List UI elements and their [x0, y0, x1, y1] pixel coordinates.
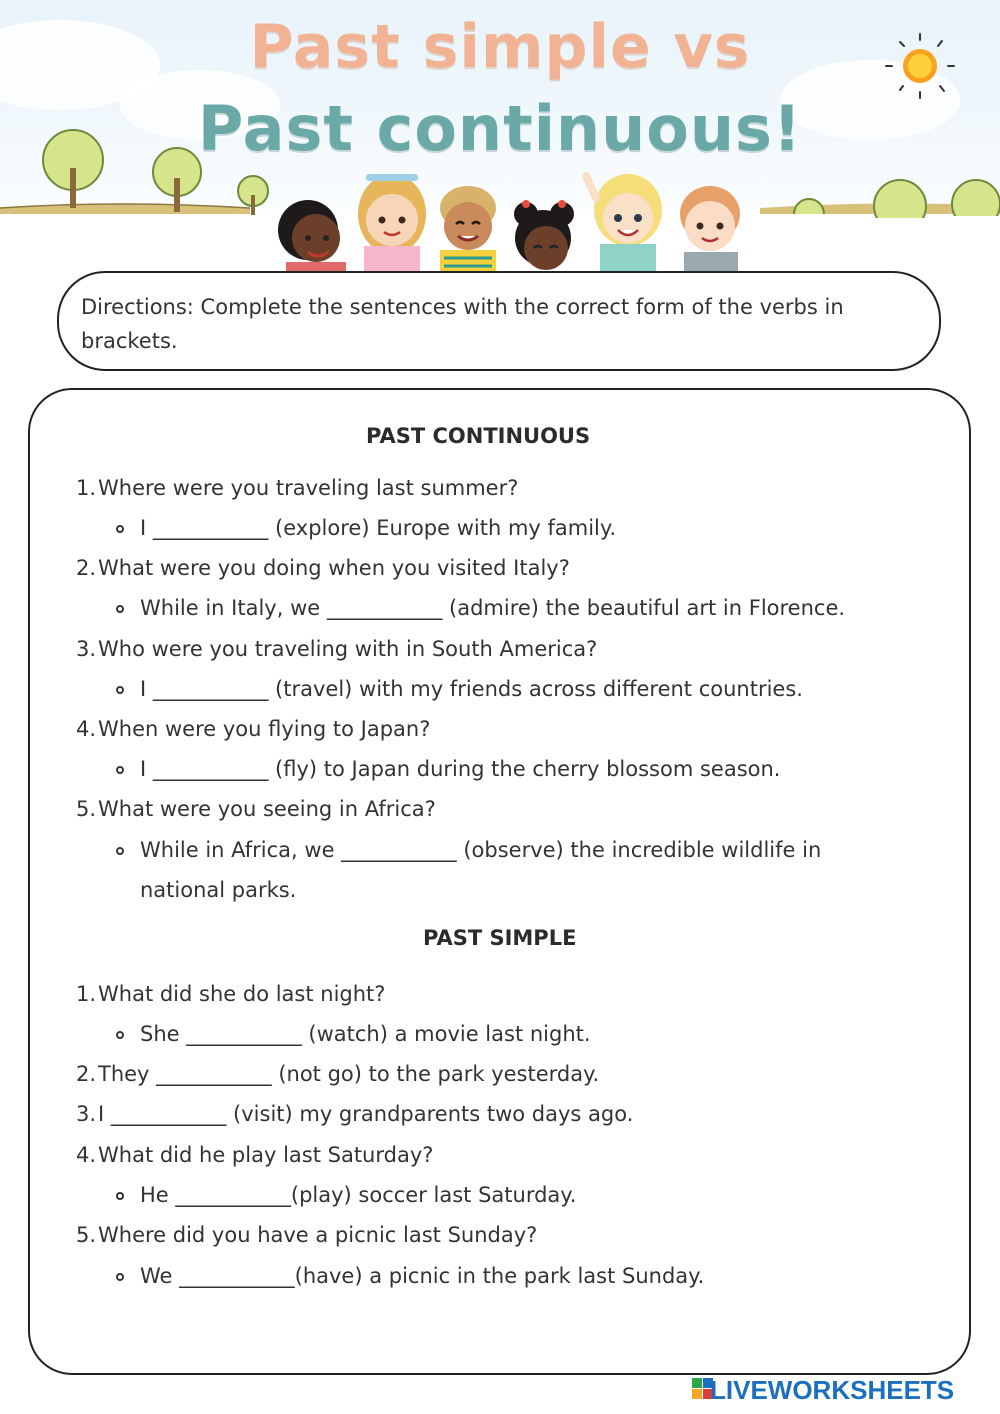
title-line-2: Past continuous!: [197, 92, 803, 165]
bullet-icon: [116, 525, 124, 533]
directions-text: Directions: Complete the sentences with the correct form of the verbs in brackets.: [81, 295, 844, 353]
logo-text: LIVEWORKSHEETS: [710, 1375, 955, 1405]
answer-text: While in Italy, we ___________ (admire) the beautiful art in Florence.: [140, 596, 846, 620]
question-text: Who were you traveling with in South America?: [98, 637, 598, 661]
header-banner: [0, 0, 1000, 280]
answer-text: I ___________ (explore) Europe with my family.: [140, 516, 616, 540]
tree-icon: [235, 175, 271, 215]
item-number: 3.: [75, 1102, 96, 1126]
question-text: What did she do last night?: [98, 982, 386, 1006]
item-number: 3.: [75, 637, 96, 661]
answer-text: We ___________(have) a picnic in the park last Sunday.: [140, 1264, 705, 1288]
bullet-icon: [116, 1273, 124, 1281]
item-number: 5.: [75, 1223, 96, 1247]
bullet-icon: [116, 1192, 124, 1200]
bullet-icon: [116, 766, 124, 774]
question-text: When were you flying to Japan?: [98, 717, 431, 741]
answer-text: He ___________(play) soccer last Saturday.: [140, 1183, 577, 1207]
question-text: Where were you traveling last summer?: [98, 476, 519, 500]
past-continuous-heading: PAST CONTINUOUS: [366, 424, 591, 448]
title-line-1: Past simple vs: [249, 12, 751, 82]
item-number: 5.: [75, 797, 96, 821]
tree-icon: [950, 176, 1000, 216]
answer-text: I ___________ (travel) with my friends across different countries.: [140, 677, 803, 701]
bullet-icon: [116, 1031, 124, 1039]
answer-text: She ___________ (watch) a movie last night.: [140, 1022, 591, 1046]
answer-continuation: national parks.: [140, 878, 297, 902]
bullet-icon: [116, 847, 124, 855]
answer-text: While in Africa, we ___________ (observe) the incredible wildlife in: [140, 838, 822, 862]
question-text: What were you seeing in Africa?: [98, 797, 436, 821]
tree-icon: [792, 198, 826, 214]
tree-icon: [872, 178, 928, 218]
children-illustration: [268, 168, 748, 272]
question-text: What did he play last Saturday?: [98, 1143, 434, 1167]
question-text: Where did you have a picnic last Sunday?: [98, 1223, 538, 1247]
bullet-icon: [116, 605, 124, 613]
item-number: 2.: [75, 556, 96, 580]
answer-text: I ___________ (fly) to Japan during the cherry blossom season.: [140, 757, 781, 781]
past-simple-heading: PAST SIMPLE: [423, 926, 577, 950]
question-text: They ___________ (not go) to the park yesterday.: [98, 1062, 600, 1086]
item-number: 4.: [75, 717, 96, 741]
item-number: 1.: [75, 476, 96, 500]
question-text: I ___________ (visit) my grandparents two days ago.: [98, 1102, 634, 1126]
item-number: 2.: [75, 1062, 96, 1086]
item-number: 4.: [75, 1143, 96, 1167]
item-number: 1.: [75, 982, 96, 1006]
bullet-icon: [116, 686, 124, 694]
question-text: What were you doing when you visited Italy?: [98, 556, 570, 580]
